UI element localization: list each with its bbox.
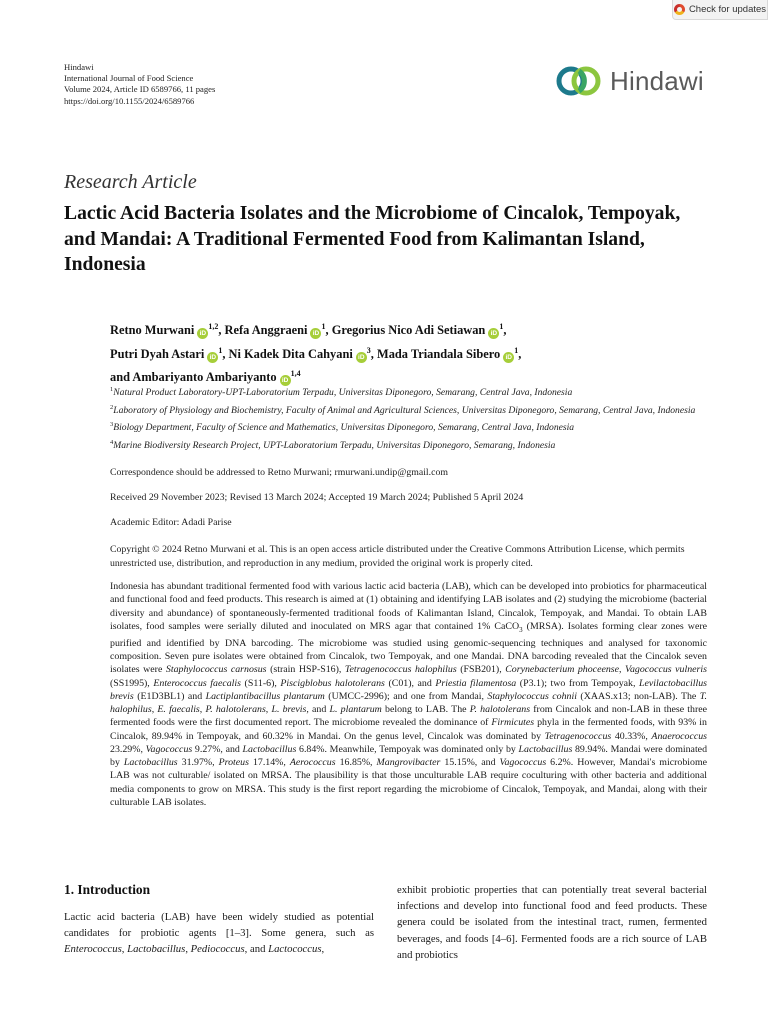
publication-dates: Received 29 November 2023; Revised 13 March 2024; Accepted 19 March 2024; Published 5 April 2024 [110, 492, 524, 503]
text-run: (P3.1); two from Tempoyak, [516, 677, 639, 689]
copyright-notice: Copyright © 2024 Retno Murwani et al. This is an open access article distributed under the Creative Commons Attribution License, which permits unrestricted use, distribution, and reproduction in any medium, provided the original work is properly cited. [110, 544, 685, 569]
affiliation [110, 436, 700, 454]
affiliation-text: Laboratory of Physiology and Biochemistry, Faculty of Animal and Agricultural Sciences, Universitas Diponegoro, Semarang, Central Java, Indonesia [113, 404, 696, 416]
text-run: , [619, 664, 626, 676]
text-run: (strain HSP-S16), [266, 664, 345, 676]
italic-term: Staphylococcus cohnii [487, 690, 577, 702]
italic-term: Anaerococcus [651, 730, 707, 742]
affiliation [110, 401, 700, 419]
text-run: 15.15%, and [440, 757, 500, 769]
orcid-icon[interactable]: iD [356, 352, 367, 363]
article-title: Lactic Acid Bacteria Isolates and the Microbiome of Cincalok, Tempoyak, and Mandai: A Traditional Fermented Food from Kalimantan Island, Indonesia [64, 203, 681, 275]
text-run: , [265, 704, 272, 716]
italic-term: T. halophilus [110, 690, 708, 716]
italic-term: Tetragenococcus [544, 730, 612, 742]
author-name: Putri Dyah Astari [110, 346, 205, 361]
italic-term: Lactobacillus [242, 743, 297, 755]
text-run: Lactic acid bacteria (LAB) have been widely studied as potential candidates for probiotic agents [1–3]. Some genera, such as [64, 911, 374, 940]
italic-term: Piscigblobus halotolerans [280, 677, 385, 689]
text-run: , [185, 943, 191, 956]
affiliation-text: Natural Product Laboratory-UPT-Laboratorium Terpadu, Universitas Diponegoro, Semarang, Central Java, Indonesia [113, 387, 573, 398]
text-run: , [199, 704, 206, 716]
author-affiliation-marker: 1 [514, 345, 519, 355]
text-run: , [321, 943, 325, 956]
section-heading-introduction: 1. Introduction [64, 882, 151, 897]
italic-term: Levilactobacillus brevis [110, 677, 708, 702]
italic-term: Pediococcus [190, 943, 245, 956]
abstract [110, 580, 707, 809]
hindawi-logo-icon [556, 61, 602, 101]
italic-term: Lactobacillus [127, 943, 186, 956]
affiliation-number: 1 [110, 386, 114, 393]
text-run: 3 [519, 625, 523, 634]
correspondence: Correspondence should be addressed to Retno Murwani; rmurwani.undip@gmail.com [110, 467, 448, 478]
author-affiliation-marker: 1 [218, 345, 223, 355]
italic-term: Lactococcus [268, 943, 322, 956]
text-run: , [151, 704, 158, 716]
orcid-icon[interactable]: iD [310, 328, 321, 339]
author-affiliation-marker: 1 [321, 322, 326, 331]
italic-term: Lactobacillus [123, 757, 178, 769]
text-run: from Cincalok and non-LAB in these three fermented foods were the first documented report. The microbiome revealed the dominance of [110, 704, 708, 729]
text-run: , and [306, 704, 330, 716]
affiliation [110, 418, 700, 436]
author-name: Gregorius Nico Adi Setiawan [331, 323, 486, 337]
crossmark-icon [674, 4, 685, 15]
affiliation [110, 383, 700, 401]
text-run: , and [244, 943, 269, 956]
orcid-icon[interactable]: iD [503, 352, 514, 363]
orcid-icon[interactable]: iD [280, 375, 291, 386]
author-name: Refa Anggraeni [224, 323, 308, 337]
italic-term: Proteus [218, 757, 249, 769]
author-affiliation-marker: 3 [366, 345, 371, 355]
text-run: 6.84%. Meanwhile, Tempoyak was dominated only by [296, 743, 519, 755]
italic-term: Vagococcus [499, 757, 547, 769]
author-name: and Ambariyanto Ambariyanto [110, 370, 277, 384]
text-run: (S11-6), [241, 677, 281, 689]
italic-term: Lactiplantibacillus plantarum [205, 690, 325, 702]
article-type: Research Article [64, 171, 197, 193]
text-run: phyla in the fermented foods, with 93% in Cincalok, 89.94% in Tempoyak, and 60.32% in Mandai. On the genus level, Cincalok was dominated by [110, 717, 707, 742]
intro-right-column [397, 882, 707, 963]
italic-term: P. halotolerans [469, 704, 531, 716]
volume-line: Volume 2024, Article ID 6589766, 11 pages [64, 84, 216, 95]
author-affiliation-marker: 1,4 [290, 369, 301, 378]
italic-term: Corynebacterium phoceense [505, 664, 619, 676]
italic-term: Lactobacillus [518, 743, 573, 755]
italic-term: Staphylococcus carnosus [165, 664, 267, 676]
italic-term: Vagococcus vulneris [625, 664, 707, 676]
text-run: (UMCC-2996); and one from Mandai, [324, 690, 488, 702]
italic-term: Mangrovibacter [376, 757, 441, 769]
text-run: exhibit probiotic properties that can potentially treat several bacterial infections and develop into functional food and feed products. These genera could be isolated from the intestinal tract, rumen, fermented beverages, and foods [4–6]. Fermented foods are a rich source of LAB and probiotics [397, 884, 707, 961]
text-run: , [121, 943, 128, 956]
italic-term: P. halotolerans [205, 704, 266, 716]
italic-term: Enterococcus [64, 943, 122, 956]
text-run: 89.94%. Mandai were dominated by [110, 743, 708, 769]
author-affiliation-marker: 1 [499, 322, 504, 331]
author-name: Ni Kadek Dita Cahyani [228, 346, 353, 361]
journal-name: International Journal of Food Science [64, 73, 194, 84]
affiliation-number: 2 [110, 403, 114, 411]
author-name: Retno Murwani [110, 323, 195, 337]
orcid-icon[interactable]: iD [197, 328, 208, 339]
affiliation-text: Biology Department, Faculty of Science and Mathematics, Universitas Diponegoro, Semarang, Central Java, Indonesia [113, 422, 575, 433]
text-run: 40.33%, [611, 730, 652, 742]
italic-term: Aerococcus [289, 757, 336, 769]
check-for-updates-button[interactable] [672, 0, 768, 20]
affiliation-list [110, 383, 700, 453]
journal-meta [64, 62, 215, 107]
check-for-updates-label: Check for updates [688, 4, 767, 15]
text-run: 9.27%, and [192, 743, 243, 755]
text-run: (E1D3BL1) and [133, 690, 206, 702]
publisher-name: Hindawi [64, 62, 94, 72]
affiliation-text: Marine Biodiversity Research Project, UPT-Laboratorium Terpadu, Universitas Diponegoro, Semarang, Indonesia [113, 439, 556, 451]
academic-editor: Academic Editor: Adadi Parise [110, 517, 232, 528]
hindawi-logo [556, 60, 716, 102]
italic-term: Firmicutes [491, 717, 535, 729]
italic-term: Tetragenococcus halophilus [344, 664, 457, 676]
text-run: belong to LAB. The [381, 704, 470, 716]
italic-term: L. brevis [271, 704, 307, 716]
orcid-icon[interactable]: iD [207, 352, 218, 363]
italic-term: Priestia filamentosa [435, 677, 517, 689]
text-run: 6.2%. However, Mandai's microbiome LAB was not culturable/ isolated on MRSA. The plausibility is that those unculturable LAB require coculturing with other bacteria and additional media components to grow on MRSA. This study is the first report regarding the microbiome of Cincalok, Tempoyak, and Mandai, along with their culturable LAB isolates. [110, 757, 708, 808]
text-run: 23.29%, [110, 743, 146, 755]
intro-left-column [64, 909, 374, 958]
author-name: Mada Triandala Sibero [377, 346, 501, 361]
text-run: Indonesia has abundant traditional fermented food with various lactic acid bacteria (LAB), which can be developed into probiotics for pharmaceutical and functional food and feed products. This research is aimed at (1) obtaining and identifying LAB isolates and (2) studying the microbiome (bacterial diversity and abundance) of spontaneously-fermented traditional foods of Kalimantan Island, Cincalok, Tempoyak, and Mandai. To obtain LAB isolates, food samples were serially diluted and inoculated on MRS agar that contained 1% CaCO [110, 581, 707, 632]
italic-term: Enterococcus faecalis [153, 677, 241, 689]
author-affiliation-marker: 1,2 [208, 322, 219, 331]
text-run: (FSB201), [456, 664, 506, 676]
affiliation-number: 4 [110, 438, 114, 446]
italic-term: L. plantarum [329, 704, 382, 716]
hindawi-wordmark: Hindawi [610, 65, 704, 96]
doi-link[interactable]: https://doi.org/10.1155/2024/6589766 [64, 95, 195, 106]
orcid-icon[interactable]: iD [488, 328, 499, 339]
affiliation-number: 3 [110, 421, 114, 428]
text-run: (XAAS.x13; non-LAB). The [576, 690, 700, 702]
text-run: 16.85%, [335, 757, 377, 769]
text-run: (C01), and [384, 677, 436, 689]
text-run: (MRSA). Isolates forming clear zones were purified and identified by DNA barcoding. The microbiome was studied using genomic-sequencing techniques and analysed for taxonomic composition. Seven pure isolates were obtained from Cincalok, two Tempoyak, and one Mandai. DNA barcoding revealed that the Cincalok seven isolates were [110, 620, 707, 676]
italic-term: E. faecalis [157, 704, 200, 716]
text-run: (SS1995), [110, 677, 154, 689]
author-list: Retno Murwani iD$^{1,2}$, Refa Anggraeni $iD^1$, Gregorius Nico Adi Setiawan $iD^1$, Putri Dyah Astari $iD^1$, Ni Kadek Dita Cahyani $iD^3$, Mada Triandala Sibero $iD^1$, and Ambariyanto Ambariyanto iD$^{1,4}$ [110, 322, 522, 384]
text-run: 17.14%, [248, 757, 290, 769]
italic-term: Vagococcus [145, 743, 193, 755]
text-run: 31.97%, [177, 757, 219, 769]
